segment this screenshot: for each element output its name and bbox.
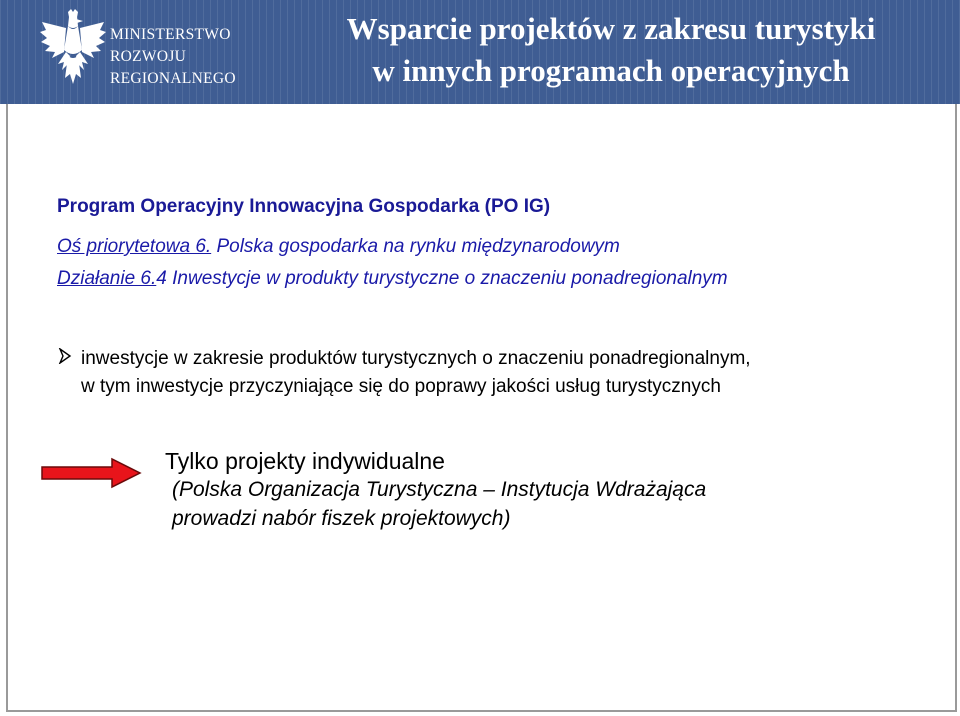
bullet-text-line-1: inwestycje w zakresie produktów turystycznych o znaczeniu ponadregionalnym, bbox=[81, 348, 751, 369]
ministry-line-1: MINISTERSTWO bbox=[110, 26, 231, 43]
implementing-institution-note-line-1: (Polska Organizacja Turystyczna – Instytucja Wdrażająca bbox=[172, 478, 707, 501]
ministry-line-2: ROZWOJU bbox=[110, 48, 187, 65]
priority-axis-line bbox=[57, 236, 620, 258]
ministry-logo bbox=[38, 8, 253, 98]
measure-line bbox=[57, 268, 728, 290]
priority-axis-text: Polska gospodarka na rynku międzynarodowym bbox=[211, 236, 620, 257]
slide-title bbox=[266, 8, 956, 92]
ministry-name bbox=[110, 24, 236, 90]
slide-title-line-2: w innych programach operacyjnych bbox=[372, 53, 850, 88]
measure-text: 4 Inwestycje w produkty turystyczne o znaczeniu ponadregionalnym bbox=[156, 268, 728, 289]
ministry-line-3: REGIONALNEGO bbox=[110, 70, 236, 87]
measure-label: Działanie 6. bbox=[57, 268, 157, 289]
priority-axis-label: Oś priorytetowa 6. bbox=[57, 236, 212, 257]
polish-eagle-emblem-icon bbox=[38, 8, 108, 92]
bullet-text-line-2: w tym inwestycje przyczyniające się do poprawy jakości usług turystycznych bbox=[81, 376, 721, 397]
chevron-right-icon bbox=[57, 348, 73, 364]
individual-projects-heading: Tylko projekty indywidualne bbox=[165, 448, 445, 474]
implementing-institution-note-line-2: prowadzi nabór fiszek projektowych) bbox=[172, 507, 511, 530]
header-banner bbox=[0, 0, 960, 104]
program-name: Program Operacyjny Innowacyjna Gospodarka (PO IG) bbox=[57, 196, 551, 217]
red-arrow-right-icon bbox=[40, 457, 142, 489]
slide-title-line-1: Wsparcie projektów z zakresu turystyki bbox=[346, 11, 876, 46]
bullet-text bbox=[81, 345, 751, 401]
